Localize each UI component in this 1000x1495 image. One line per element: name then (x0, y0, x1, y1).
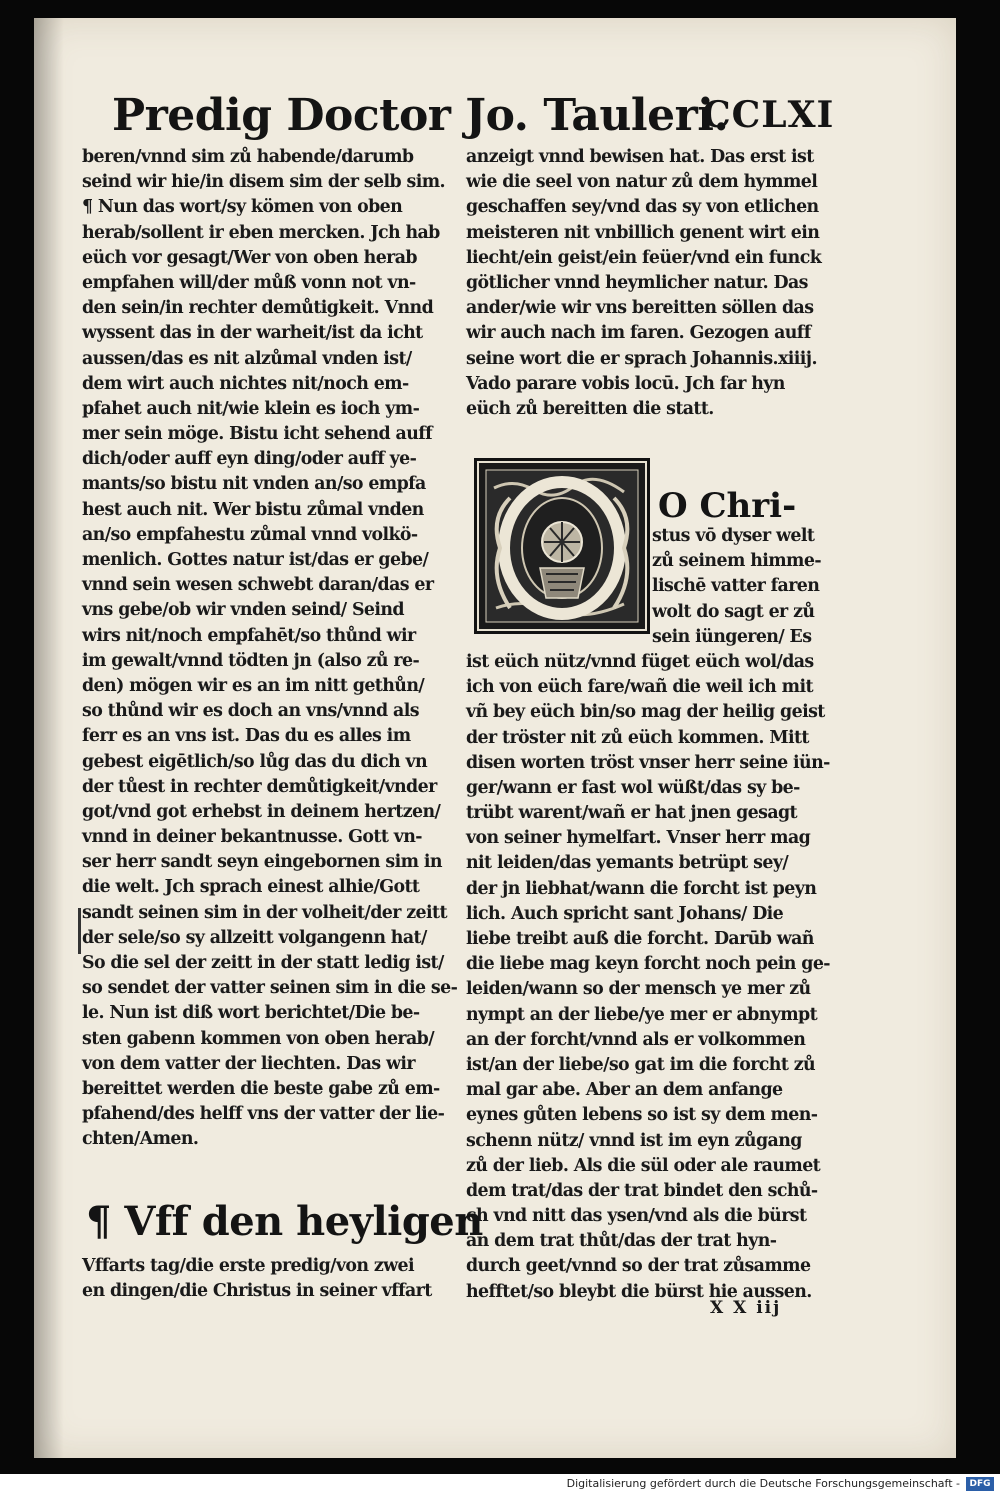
text-line: den) mögen wir es an im nitt gethůn/ (82, 675, 425, 696)
text-line: ich von eüch fare/wañ die weil ich mit (466, 677, 813, 698)
text-line: anzeigt vnnd bewisen hat. Das erst ist (466, 147, 814, 167)
text-line: bereittet werden die beste gabe zů em- (82, 1078, 440, 1099)
text-line: wir auch nach im faren. Gezogen auff (466, 323, 811, 344)
text-line: sandt seinen sim in der volheit/der zeitt (82, 902, 447, 923)
text-line: hefftet/so bleybt die bürst hie aussen. (466, 1281, 812, 1302)
text-line: an der forcht/vnnd als er volkommen (466, 1029, 806, 1050)
margin-marking (78, 908, 81, 954)
text-line: von seiner hymelfart. Vnser herr mag (466, 828, 811, 849)
page-gutter-shadow (34, 18, 64, 1458)
text-line: disen worten tröst vnser herr seine iün- (466, 752, 830, 773)
text-line: der sele/so sy allzeitt volgangenn hat/ (82, 927, 427, 948)
text-line: vns gebe/ob wir vnden seind/ Seind (82, 600, 404, 621)
text-line: chten/Amen. (82, 1129, 199, 1150)
text-line: nympt an der liebe/ye mer er abnympt (466, 1004, 818, 1025)
text-line: Vffarts tag/die erste predig/von zwei (82, 1256, 415, 1276)
text-line: so sendet der vatter seinen sim in die se- (82, 978, 458, 999)
text-line: So die sel der zeitt in der statt ledig ist/ (82, 953, 444, 973)
text-line: nit leiden/das yemants betrüpt sey/ (466, 853, 789, 874)
text-line: trübt warent/wañ er hat jnen gesagt (466, 803, 797, 824)
text-line: von dem vatter der liechten. Das wir (82, 1053, 415, 1074)
text-line: den sein/in rechter demůtigkeit. Vnnd (82, 298, 434, 319)
text-line: hest auch nit. Wer bistu zůmal vnden (82, 499, 424, 520)
text-line: got/vnd got erhebst in deinem hertzen/ (82, 801, 441, 822)
text-line: meisteren nit vnbillich genent wirt ein (466, 222, 820, 243)
text-line: an/so empfahestu zůmal vnnd volkö- (82, 524, 418, 545)
text-line: der tröster nit zů eüch kommen. Mitt (466, 727, 809, 748)
text-line: seind wir hie/in disem sim der selb sim. (82, 172, 445, 193)
text-line: mal gar abe. Aber an dem anfange (466, 1080, 783, 1101)
text-line: menlich. Gottes natur ist/das er gebe/ (82, 550, 429, 570)
text-line: schenn nütz/ vnnd ist im eyn zůgang (466, 1130, 802, 1151)
text-line: aussen/das es nit alzůmal vnden ist/ (82, 348, 412, 369)
text-line: liebe treibt auß die forcht. Darūb wañ (466, 929, 814, 949)
text-line: mer sein möge. Bistu icht sehend auff (82, 424, 433, 445)
text-line: sten gabenn kommen von oben herab/ (82, 1028, 434, 1049)
text-line: ferr es an vns ist. Das du es alles im (82, 726, 411, 747)
text-line: geschaffen sey/vnd das sy von etlichen (466, 197, 819, 218)
funding-note: Digitalisierung gefördert durch die Deutsche Forschungsgemeinschaft - (566, 1477, 960, 1490)
text-line: vnnd sein wesen schwebt daran/das er (82, 575, 434, 596)
text-line: beren/vnnd sim zů habende/darumb (82, 147, 414, 167)
text-line: so thůnd wir es doch an vns/vnnd als (82, 701, 419, 722)
text-line: dem trat/das der trat bindet den schů- (466, 1180, 818, 1201)
text-line: eüch vor gesagt/Wer von oben herab (82, 247, 417, 268)
text-line: ist/an der liebe/so gat im die forcht zů (466, 1054, 816, 1075)
text-line: stus vō dyser welt (652, 526, 815, 546)
text-line: wie die seel von natur zů dem hymmel (466, 172, 818, 193)
text-line: wolt do sagt er zů (652, 601, 815, 622)
text-line: wirs nit/noch empfahēt/so thůnd wir (82, 625, 416, 646)
text-line: gebest eigētlich/so lůg das du dich vn (82, 751, 428, 772)
drop-initial-heading: O Chri- (658, 486, 797, 526)
text-line: eynes gůten lebens so ist sy dem men- (466, 1105, 818, 1126)
text-line: götlicher vnnd heymlicher natur. Das (466, 272, 808, 293)
text-line: seine wort die er sprach Johannis.xiiij. (466, 348, 817, 369)
text-line: ¶ Nun das wort/sy kömen von oben (82, 197, 403, 218)
text-line: vnnd in deiner bekantnusse. Gott vn- (82, 827, 422, 848)
text-line: im gewalt/vnnd tödten jn (also zů re- (82, 650, 420, 671)
text-line: en dingen/die Christus in seiner vffart (82, 1281, 432, 1302)
text-line: liecht/ein geist/ein feüer/vnd ein funck (466, 247, 822, 268)
text-line: lich. Auch spricht sant Johans/ Die (466, 903, 784, 924)
text-line: ser herr sandt seyn eingebornen sim in (82, 852, 442, 873)
dfg-logo: DFG (966, 1477, 994, 1491)
text-line: dich/oder auff eyn ding/oder auff ye- (82, 449, 417, 470)
text-line: die welt. Jch sprach einest alhie/Gott (82, 877, 420, 898)
text-line: der jn liebhat/wann die forcht ist peyn (466, 878, 817, 899)
text-line: mants/so bistu nit vnden an/so empfa (82, 474, 426, 495)
text-line: wyssent das in der warheit/ist da icht (82, 323, 423, 344)
running-title: Predig Doctor Jo. Tauleri. (112, 90, 729, 141)
text-line: durch geet/vnnd so der trat zůsamme (466, 1256, 811, 1277)
text-line: sein iüngeren/ Es (652, 626, 812, 647)
text-line: Vado parare vobis locū. Jch far hyn (466, 373, 785, 394)
text-line: ander/wie wir vns bereitten söllen das (466, 298, 814, 319)
text-line: zů der lieb. Als die sül oder ale raumet (466, 1155, 821, 1176)
text-line: eüch zů bereitten die statt. (466, 398, 714, 419)
left-text-column (82, 145, 457, 1153)
text-line: pfahend/des helff vns der vatter der lie- (82, 1104, 445, 1125)
text-line: zů seinem himme- (652, 551, 821, 572)
text-line: pfahet auch nit/wie klein es ioch ym- (82, 398, 420, 419)
text-line: vñ bey eüch bin/so mag der heilig geist (466, 702, 825, 723)
footer-bar (0, 1474, 1000, 1495)
text-line: ger/wann er fast wol wüßt/das sy be- (466, 777, 800, 798)
text-line: empfahen will/der můß vonn not vn- (82, 272, 416, 293)
text-line: der tůest in rechter demůtigkeit/vnder (82, 776, 437, 797)
right-text-column-bottom (466, 524, 830, 1305)
folio-number: CCLXI (702, 94, 835, 136)
text-line: ch vnd nitt das ysen/vnd als die bürst (466, 1206, 807, 1227)
text-line: herab/sollent ir eben mercken. Jch hab (82, 222, 440, 243)
section-subheading (82, 1254, 432, 1304)
text-line: die liebe mag keyn forcht noch pein ge- (466, 954, 830, 975)
text-line: ist eüch nütz/vnnd füget eüch wol/das (466, 651, 814, 672)
text-line: le. Nun ist diß wort berichtet/Die be- (82, 1003, 420, 1024)
text-line: leiden/wann so der mensch ye mer zů (466, 979, 811, 1000)
section-heading: ¶ Vff den heyligen (86, 1198, 483, 1245)
text-line: dem wirt auch nichtes nit/noch em- (82, 373, 409, 394)
right-text-column-top (466, 145, 821, 422)
text-line: an dem trat thůt/das der trat hyn- (466, 1231, 777, 1252)
text-line: lischē vatter faren (652, 576, 820, 597)
signature-mark: X X iij (710, 1298, 782, 1318)
book-page (34, 18, 956, 1458)
